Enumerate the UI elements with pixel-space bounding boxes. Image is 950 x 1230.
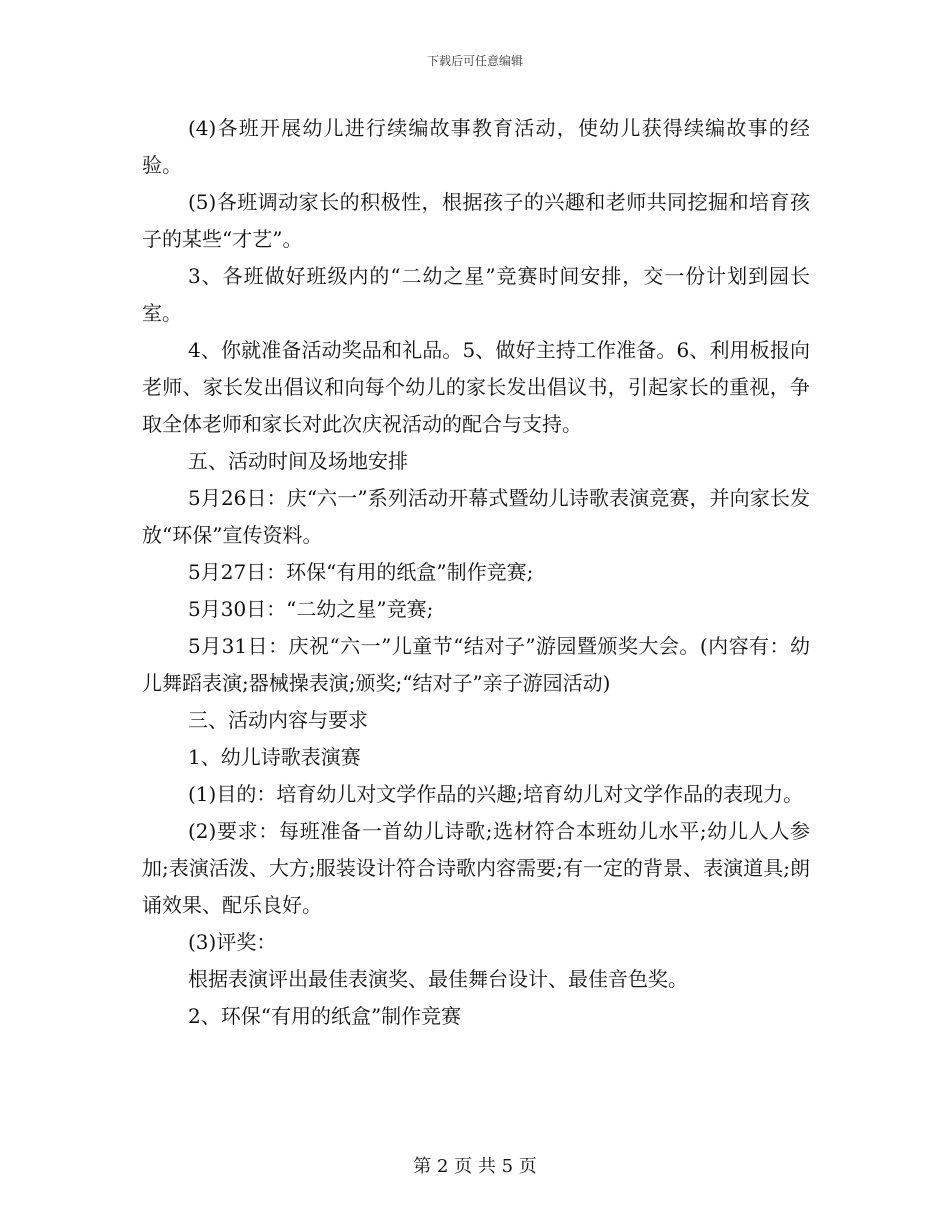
- section-heading: 三、活动内容与要求: [188, 708, 368, 732]
- document-body: [142, 110, 810, 1035]
- page-number: 第 2 页 共 5 页: [413, 1156, 537, 1177]
- paragraph: 5月31日：庆祝“六一”儿童节“结对子”游园暨颁奖大会。(内容有：幼儿舞蹈表演;器械操表演;颁奖;“结对子”亲子游园活动): [142, 634, 810, 695]
- paragraph: 4、你就准备活动奖品和礼品。5、做好主持工作准备。6、利用板报向老师、家长发出倡议和向每个幼儿的家长发出倡议书，引起家长的重视，争取全体老师和家长对此次庆祝活动的配合与支持。: [142, 338, 810, 436]
- paragraph: 5月27日：环保“有用的纸盒”制作竞赛;: [188, 560, 534, 584]
- subsection-heading: 2、环保“有用的纸盒”制作竞赛: [188, 1004, 462, 1028]
- paragraph: (2)要求：每班准备一首幼儿诗歌;选材符合本班幼儿水平;幼儿人人参加;表演活泼、大方;服装设计符合诗歌内容需要;有一定的背景、表演道具;朗诵效果、配乐良好。: [142, 819, 810, 917]
- paragraph: (3)评奖：: [188, 930, 277, 954]
- paragraph: 5月26日：庆“六一”系列活动开幕式暨幼儿诗歌表演竞赛，并向家长发放“环保”宣传资料。: [142, 486, 810, 547]
- section-heading: 五、活动时间及场地安排: [188, 449, 408, 473]
- paragraph: 5月30日：“二幼之星”竞赛;: [188, 597, 434, 621]
- paragraph: (4)各班开展幼儿进行续编故事教育活动，使幼儿获得续编故事的经验。: [142, 116, 810, 177]
- page-header-note: 下载后可任意编辑: [426, 54, 523, 68]
- paragraph: 3、各班做好班级内的“二幼之星”竞赛时间安排，交一份计划到园长室。: [142, 264, 810, 325]
- paragraph: (1)目的：培育幼儿对文学作品的兴趣;培育幼儿对文学作品的表现力。: [188, 782, 804, 806]
- paragraph: (5)各班调动家长的积极性，根据孩子的兴趣和老师共同挖掘和培育孩子的某些“才艺”。: [142, 190, 810, 251]
- subsection-heading: 1、幼儿诗歌表演赛: [188, 745, 361, 769]
- paragraph: 根据表演评出最佳表演奖、最佳舞台设计、最佳音色奖。: [188, 967, 688, 991]
